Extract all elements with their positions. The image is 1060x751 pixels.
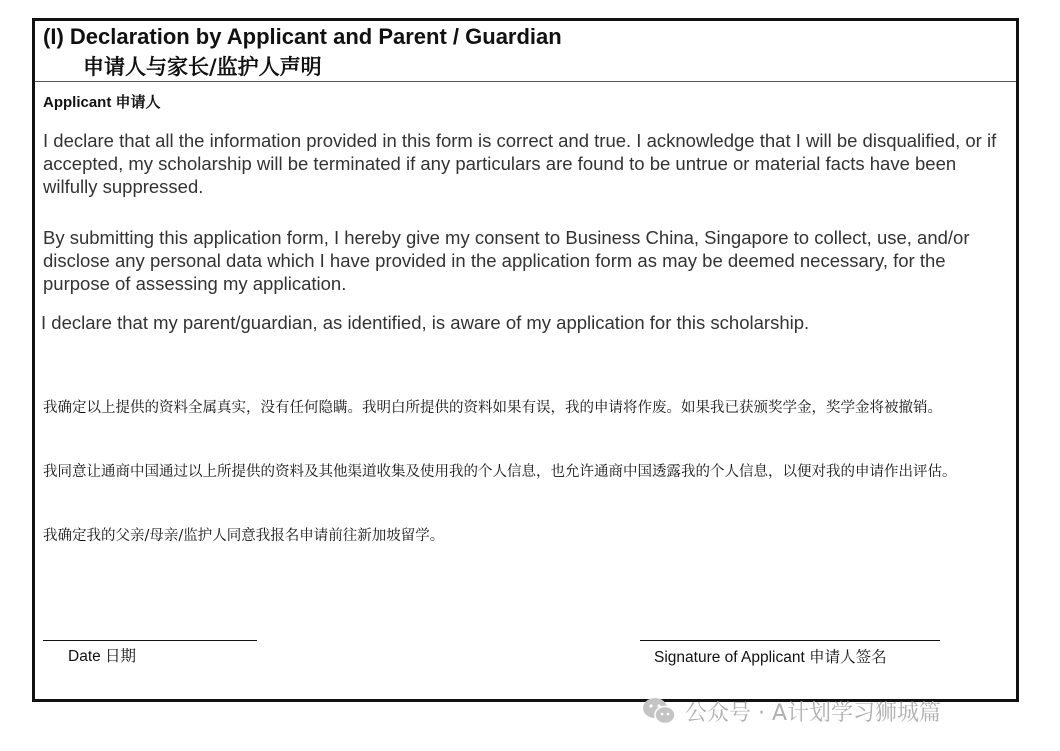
applicant-heading: Applicant 申请人 <box>43 94 161 111</box>
applicant-signature-line[interactable] <box>640 640 940 641</box>
section-header <box>35 21 1016 82</box>
chinese-consent-paragraph: 我同意让通商中国通过以上所提供的资料及其他渠道收集及使用我的个人信息，也允许通商中国透露我的个人信息，以便对我的申请作出评估。 <box>43 464 957 480</box>
consent-data-paragraph: By submitting this application form, I hereby give my consent to Business China, Singapore to collect, use, and/or disclose any personal data which I have provided in the application form as may be deemed necessary, for the purpose of assessing my application. <box>43 227 970 294</box>
watermark-text: 公众号 · A计划学习狮城篇 <box>685 700 942 726</box>
section-title-chinese: 申请人与家长/监护人声明 <box>83 55 322 79</box>
section-title-english: (I) Declaration by Applicant and Parent / Guardian <box>43 24 562 49</box>
declaration-accuracy-paragraph: I declare that all the information provided in this form is correct and true. I acknowledge that I will be disqualified, or if accepted, my scholarship will be terminated if any particulars are found to be untrue or material facts have been wilfully suppressed. <box>43 130 997 197</box>
declaration-form <box>32 18 1019 702</box>
applicant-signature-label: Signature of Applicant 申请人签名 <box>654 649 887 666</box>
parent-aware-paragraph: I declare that my parent/guardian, as identified, is aware of my application for this scholarship. <box>41 312 810 333</box>
chinese-parent-paragraph: 我确定我的父亲/母亲/监护人同意我报名申请前往新加坡留学。 <box>43 528 445 544</box>
date-signature-line[interactable] <box>43 640 257 641</box>
chinese-accuracy-paragraph: 我确定以上提供的资料全属真实，没有任何隐瞒。我明白所提供的资料如果有误，我的申请将作废。如果我已获颁奖学金，奖学金将被撤销。 <box>43 400 942 416</box>
wechat-watermark <box>641 694 941 728</box>
date-label: Date 日期 <box>68 648 137 665</box>
wechat-icon <box>641 696 677 726</box>
